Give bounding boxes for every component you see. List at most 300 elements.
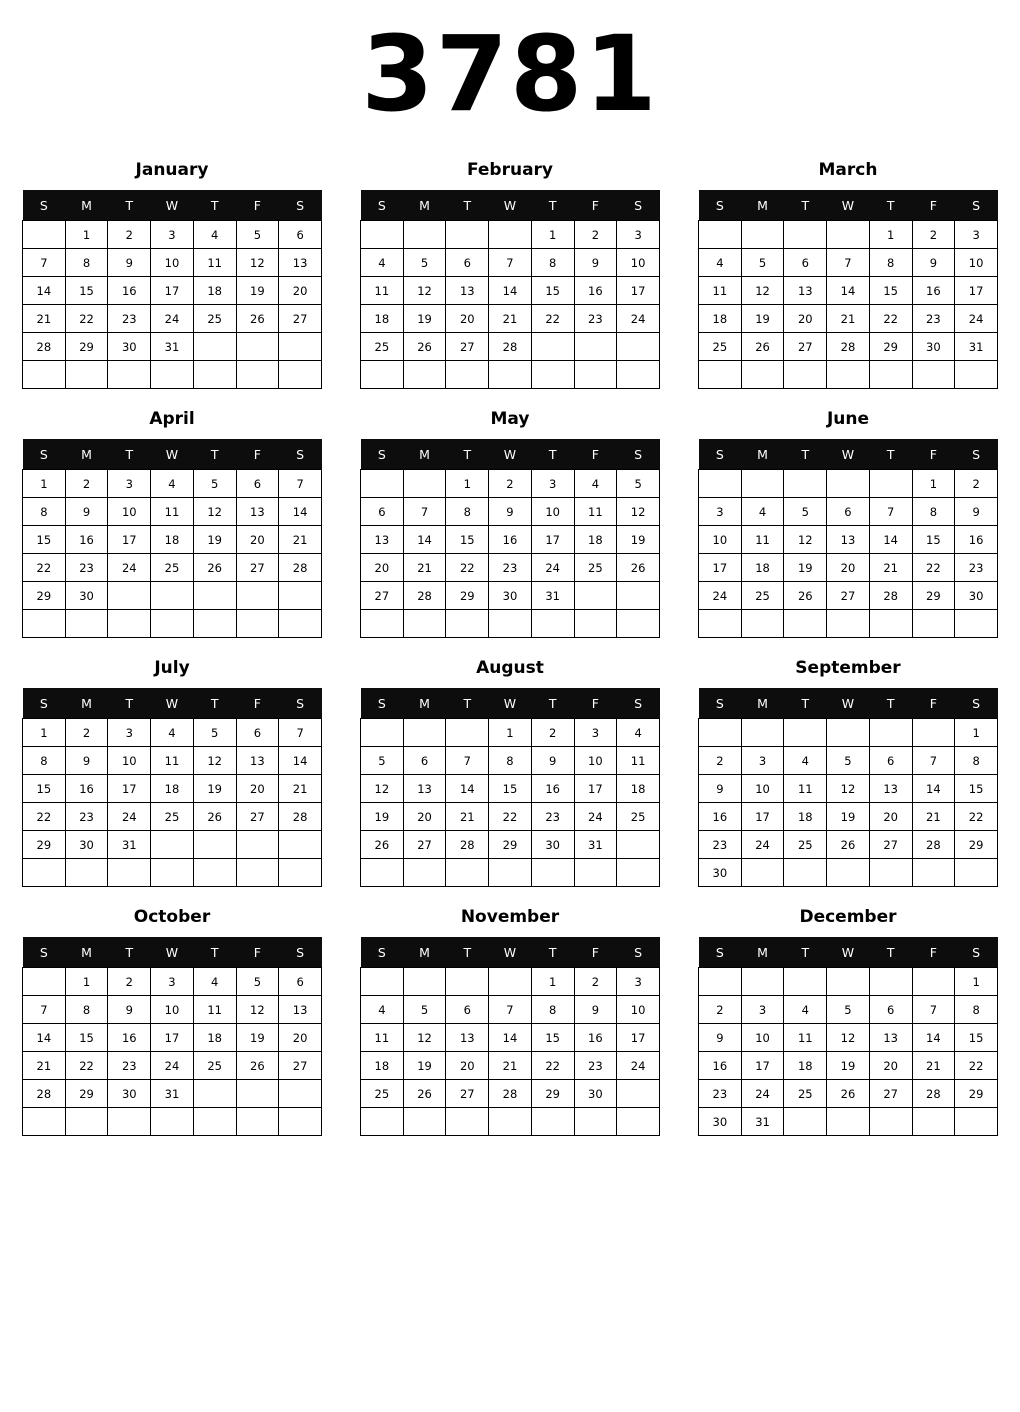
day-cell[interactable] bbox=[699, 610, 742, 638]
day-cell[interactable]: 21 bbox=[23, 305, 66, 333]
day-cell[interactable]: 10 bbox=[699, 526, 742, 554]
day-cell[interactable]: 13 bbox=[446, 1024, 489, 1052]
day-cell[interactable]: 5 bbox=[784, 498, 827, 526]
day-cell[interactable]: 5 bbox=[403, 996, 446, 1024]
day-cell[interactable] bbox=[361, 470, 404, 498]
day-cell[interactable]: 12 bbox=[827, 1024, 870, 1052]
day-cell[interactable]: 25 bbox=[699, 333, 742, 361]
day-cell[interactable]: 17 bbox=[699, 554, 742, 582]
day-cell[interactable]: 6 bbox=[827, 498, 870, 526]
day-cell[interactable] bbox=[193, 582, 236, 610]
day-cell[interactable]: 7 bbox=[403, 498, 446, 526]
day-cell[interactable] bbox=[151, 1108, 194, 1136]
day-cell[interactable]: 30 bbox=[574, 1080, 617, 1108]
day-cell[interactable]: 15 bbox=[869, 277, 912, 305]
day-cell[interactable]: 27 bbox=[279, 1052, 322, 1080]
day-cell[interactable] bbox=[489, 361, 532, 389]
day-cell[interactable] bbox=[531, 859, 574, 887]
day-cell[interactable]: 19 bbox=[193, 775, 236, 803]
day-cell[interactable] bbox=[236, 610, 279, 638]
day-cell[interactable] bbox=[741, 859, 784, 887]
day-cell[interactable]: 11 bbox=[617, 747, 660, 775]
day-cell[interactable]: 19 bbox=[617, 526, 660, 554]
day-cell[interactable]: 13 bbox=[279, 249, 322, 277]
day-cell[interactable] bbox=[65, 610, 108, 638]
day-cell[interactable]: 24 bbox=[617, 1052, 660, 1080]
day-cell[interactable]: 5 bbox=[827, 747, 870, 775]
day-cell[interactable] bbox=[699, 470, 742, 498]
day-cell[interactable] bbox=[279, 582, 322, 610]
day-cell[interactable]: 25 bbox=[617, 803, 660, 831]
day-cell[interactable]: 28 bbox=[489, 1080, 532, 1108]
day-cell[interactable] bbox=[403, 1108, 446, 1136]
day-cell[interactable]: 10 bbox=[955, 249, 998, 277]
day-cell[interactable]: 11 bbox=[193, 249, 236, 277]
day-cell[interactable] bbox=[279, 831, 322, 859]
day-cell[interactable]: 17 bbox=[108, 775, 151, 803]
day-cell[interactable]: 28 bbox=[912, 831, 955, 859]
day-cell[interactable]: 13 bbox=[403, 775, 446, 803]
day-cell[interactable]: 20 bbox=[279, 1024, 322, 1052]
day-cell[interactable]: 18 bbox=[361, 305, 404, 333]
day-cell[interactable] bbox=[65, 361, 108, 389]
day-cell[interactable] bbox=[446, 221, 489, 249]
day-cell[interactable]: 1 bbox=[869, 221, 912, 249]
day-cell[interactable]: 4 bbox=[784, 996, 827, 1024]
day-cell[interactable]: 8 bbox=[531, 249, 574, 277]
day-cell[interactable]: 13 bbox=[361, 526, 404, 554]
day-cell[interactable]: 14 bbox=[912, 1024, 955, 1052]
day-cell[interactable] bbox=[193, 1080, 236, 1108]
day-cell[interactable]: 28 bbox=[489, 333, 532, 361]
day-cell[interactable]: 8 bbox=[65, 996, 108, 1024]
day-cell[interactable] bbox=[108, 582, 151, 610]
day-cell[interactable]: 27 bbox=[869, 1080, 912, 1108]
day-cell[interactable] bbox=[869, 968, 912, 996]
day-cell[interactable] bbox=[912, 361, 955, 389]
day-cell[interactable]: 2 bbox=[955, 470, 998, 498]
day-cell[interactable] bbox=[23, 859, 66, 887]
day-cell[interactable] bbox=[912, 719, 955, 747]
day-cell[interactable]: 19 bbox=[403, 305, 446, 333]
day-cell[interactable]: 21 bbox=[912, 803, 955, 831]
day-cell[interactable] bbox=[912, 1108, 955, 1136]
day-cell[interactable] bbox=[489, 968, 532, 996]
day-cell[interactable]: 4 bbox=[361, 249, 404, 277]
day-cell[interactable]: 1 bbox=[23, 719, 66, 747]
day-cell[interactable]: 4 bbox=[574, 470, 617, 498]
day-cell[interactable]: 9 bbox=[108, 996, 151, 1024]
day-cell[interactable]: 6 bbox=[279, 968, 322, 996]
day-cell[interactable]: 9 bbox=[65, 747, 108, 775]
day-cell[interactable]: 11 bbox=[193, 996, 236, 1024]
day-cell[interactable]: 28 bbox=[912, 1080, 955, 1108]
day-cell[interactable] bbox=[574, 1108, 617, 1136]
day-cell[interactable]: 14 bbox=[912, 775, 955, 803]
day-cell[interactable]: 18 bbox=[361, 1052, 404, 1080]
day-cell[interactable]: 7 bbox=[279, 470, 322, 498]
day-cell[interactable]: 20 bbox=[361, 554, 404, 582]
day-cell[interactable]: 23 bbox=[574, 1052, 617, 1080]
day-cell[interactable] bbox=[236, 831, 279, 859]
day-cell[interactable]: 29 bbox=[912, 582, 955, 610]
day-cell[interactable]: 12 bbox=[361, 775, 404, 803]
day-cell[interactable]: 18 bbox=[574, 526, 617, 554]
day-cell[interactable]: 24 bbox=[617, 305, 660, 333]
day-cell[interactable] bbox=[23, 221, 66, 249]
day-cell[interactable]: 17 bbox=[741, 803, 784, 831]
day-cell[interactable]: 13 bbox=[446, 277, 489, 305]
day-cell[interactable] bbox=[741, 719, 784, 747]
day-cell[interactable] bbox=[955, 1108, 998, 1136]
day-cell[interactable] bbox=[617, 610, 660, 638]
day-cell[interactable] bbox=[869, 470, 912, 498]
day-cell[interactable] bbox=[151, 859, 194, 887]
day-cell[interactable] bbox=[446, 1108, 489, 1136]
day-cell[interactable]: 2 bbox=[108, 968, 151, 996]
day-cell[interactable]: 27 bbox=[446, 1080, 489, 1108]
day-cell[interactable]: 9 bbox=[108, 249, 151, 277]
day-cell[interactable] bbox=[23, 610, 66, 638]
day-cell[interactable]: 4 bbox=[193, 221, 236, 249]
day-cell[interactable]: 29 bbox=[955, 831, 998, 859]
day-cell[interactable]: 15 bbox=[531, 277, 574, 305]
day-cell[interactable]: 28 bbox=[23, 1080, 66, 1108]
day-cell[interactable]: 20 bbox=[784, 305, 827, 333]
day-cell[interactable]: 28 bbox=[23, 333, 66, 361]
day-cell[interactable]: 26 bbox=[741, 333, 784, 361]
day-cell[interactable]: 3 bbox=[699, 498, 742, 526]
day-cell[interactable]: 9 bbox=[574, 249, 617, 277]
day-cell[interactable] bbox=[279, 610, 322, 638]
day-cell[interactable]: 10 bbox=[108, 498, 151, 526]
day-cell[interactable]: 11 bbox=[151, 747, 194, 775]
day-cell[interactable]: 8 bbox=[531, 996, 574, 1024]
day-cell[interactable]: 24 bbox=[699, 582, 742, 610]
day-cell[interactable]: 27 bbox=[361, 582, 404, 610]
day-cell[interactable]: 8 bbox=[446, 498, 489, 526]
day-cell[interactable]: 30 bbox=[912, 333, 955, 361]
day-cell[interactable]: 28 bbox=[279, 803, 322, 831]
day-cell[interactable]: 22 bbox=[489, 803, 532, 831]
day-cell[interactable]: 22 bbox=[446, 554, 489, 582]
day-cell[interactable]: 29 bbox=[531, 1080, 574, 1108]
day-cell[interactable]: 14 bbox=[23, 277, 66, 305]
day-cell[interactable]: 6 bbox=[279, 221, 322, 249]
day-cell[interactable]: 12 bbox=[403, 277, 446, 305]
day-cell[interactable]: 24 bbox=[574, 803, 617, 831]
day-cell[interactable]: 11 bbox=[699, 277, 742, 305]
day-cell[interactable]: 11 bbox=[784, 1024, 827, 1052]
day-cell[interactable] bbox=[403, 470, 446, 498]
day-cell[interactable] bbox=[446, 361, 489, 389]
day-cell[interactable]: 30 bbox=[108, 1080, 151, 1108]
day-cell[interactable]: 21 bbox=[279, 775, 322, 803]
day-cell[interactable]: 8 bbox=[65, 249, 108, 277]
day-cell[interactable]: 1 bbox=[23, 470, 66, 498]
day-cell[interactable]: 28 bbox=[827, 333, 870, 361]
day-cell[interactable]: 19 bbox=[236, 1024, 279, 1052]
day-cell[interactable]: 15 bbox=[446, 526, 489, 554]
day-cell[interactable] bbox=[784, 968, 827, 996]
day-cell[interactable] bbox=[361, 361, 404, 389]
day-cell[interactable]: 5 bbox=[236, 968, 279, 996]
day-cell[interactable]: 1 bbox=[531, 968, 574, 996]
day-cell[interactable]: 29 bbox=[23, 582, 66, 610]
day-cell[interactable]: 5 bbox=[741, 249, 784, 277]
day-cell[interactable]: 12 bbox=[827, 775, 870, 803]
day-cell[interactable] bbox=[23, 968, 66, 996]
day-cell[interactable]: 3 bbox=[531, 470, 574, 498]
day-cell[interactable]: 18 bbox=[699, 305, 742, 333]
day-cell[interactable] bbox=[446, 859, 489, 887]
day-cell[interactable] bbox=[955, 610, 998, 638]
day-cell[interactable]: 27 bbox=[403, 831, 446, 859]
day-cell[interactable]: 26 bbox=[617, 554, 660, 582]
day-cell[interactable] bbox=[531, 333, 574, 361]
day-cell[interactable]: 25 bbox=[361, 333, 404, 361]
day-cell[interactable] bbox=[279, 1108, 322, 1136]
day-cell[interactable] bbox=[108, 361, 151, 389]
day-cell[interactable]: 15 bbox=[23, 526, 66, 554]
day-cell[interactable]: 31 bbox=[741, 1108, 784, 1136]
day-cell[interactable] bbox=[108, 1108, 151, 1136]
day-cell[interactable]: 31 bbox=[151, 333, 194, 361]
day-cell[interactable] bbox=[784, 859, 827, 887]
day-cell[interactable] bbox=[784, 361, 827, 389]
day-cell[interactable]: 20 bbox=[827, 554, 870, 582]
day-cell[interactable] bbox=[151, 361, 194, 389]
day-cell[interactable]: 31 bbox=[574, 831, 617, 859]
day-cell[interactable]: 23 bbox=[912, 305, 955, 333]
day-cell[interactable]: 15 bbox=[955, 775, 998, 803]
day-cell[interactable] bbox=[531, 610, 574, 638]
day-cell[interactable] bbox=[193, 610, 236, 638]
day-cell[interactable]: 16 bbox=[108, 1024, 151, 1052]
day-cell[interactable]: 10 bbox=[741, 775, 784, 803]
day-cell[interactable]: 13 bbox=[827, 526, 870, 554]
day-cell[interactable]: 23 bbox=[108, 1052, 151, 1080]
day-cell[interactable]: 15 bbox=[23, 775, 66, 803]
day-cell[interactable]: 29 bbox=[869, 333, 912, 361]
day-cell[interactable]: 24 bbox=[955, 305, 998, 333]
day-cell[interactable] bbox=[869, 719, 912, 747]
day-cell[interactable] bbox=[784, 1108, 827, 1136]
day-cell[interactable] bbox=[236, 859, 279, 887]
day-cell[interactable] bbox=[827, 361, 870, 389]
day-cell[interactable] bbox=[617, 361, 660, 389]
day-cell[interactable] bbox=[617, 582, 660, 610]
day-cell[interactable] bbox=[617, 831, 660, 859]
day-cell[interactable]: 6 bbox=[446, 249, 489, 277]
day-cell[interactable]: 5 bbox=[193, 470, 236, 498]
day-cell[interactable]: 1 bbox=[65, 221, 108, 249]
day-cell[interactable] bbox=[827, 719, 870, 747]
day-cell[interactable]: 1 bbox=[489, 719, 532, 747]
day-cell[interactable]: 21 bbox=[23, 1052, 66, 1080]
day-cell[interactable] bbox=[446, 719, 489, 747]
day-cell[interactable]: 16 bbox=[108, 277, 151, 305]
day-cell[interactable]: 8 bbox=[912, 498, 955, 526]
day-cell[interactable]: 30 bbox=[65, 582, 108, 610]
day-cell[interactable]: 27 bbox=[784, 333, 827, 361]
day-cell[interactable] bbox=[193, 333, 236, 361]
day-cell[interactable]: 16 bbox=[65, 775, 108, 803]
day-cell[interactable]: 18 bbox=[617, 775, 660, 803]
day-cell[interactable]: 12 bbox=[784, 526, 827, 554]
day-cell[interactable]: 26 bbox=[361, 831, 404, 859]
day-cell[interactable]: 5 bbox=[236, 221, 279, 249]
day-cell[interactable]: 22 bbox=[23, 803, 66, 831]
day-cell[interactable] bbox=[279, 1080, 322, 1108]
day-cell[interactable]: 22 bbox=[531, 1052, 574, 1080]
day-cell[interactable]: 23 bbox=[574, 305, 617, 333]
day-cell[interactable]: 13 bbox=[279, 996, 322, 1024]
day-cell[interactable]: 23 bbox=[65, 803, 108, 831]
day-cell[interactable] bbox=[827, 859, 870, 887]
day-cell[interactable] bbox=[869, 859, 912, 887]
day-cell[interactable]: 6 bbox=[784, 249, 827, 277]
day-cell[interactable]: 8 bbox=[23, 498, 66, 526]
day-cell[interactable]: 27 bbox=[236, 803, 279, 831]
day-cell[interactable]: 17 bbox=[151, 277, 194, 305]
day-cell[interactable]: 3 bbox=[617, 968, 660, 996]
day-cell[interactable]: 3 bbox=[617, 221, 660, 249]
day-cell[interactable]: 22 bbox=[65, 1052, 108, 1080]
day-cell[interactable]: 18 bbox=[193, 277, 236, 305]
day-cell[interactable]: 26 bbox=[403, 1080, 446, 1108]
day-cell[interactable] bbox=[617, 1080, 660, 1108]
day-cell[interactable]: 2 bbox=[489, 470, 532, 498]
day-cell[interactable]: 22 bbox=[912, 554, 955, 582]
day-cell[interactable]: 17 bbox=[741, 1052, 784, 1080]
day-cell[interactable]: 2 bbox=[65, 719, 108, 747]
day-cell[interactable]: 7 bbox=[912, 996, 955, 1024]
day-cell[interactable]: 14 bbox=[23, 1024, 66, 1052]
day-cell[interactable] bbox=[741, 361, 784, 389]
day-cell[interactable]: 16 bbox=[912, 277, 955, 305]
day-cell[interactable] bbox=[955, 361, 998, 389]
day-cell[interactable]: 7 bbox=[489, 249, 532, 277]
day-cell[interactable]: 20 bbox=[446, 1052, 489, 1080]
day-cell[interactable]: 25 bbox=[193, 1052, 236, 1080]
day-cell[interactable]: 27 bbox=[869, 831, 912, 859]
day-cell[interactable]: 14 bbox=[489, 277, 532, 305]
day-cell[interactable]: 7 bbox=[489, 996, 532, 1024]
day-cell[interactable]: 9 bbox=[699, 775, 742, 803]
day-cell[interactable]: 4 bbox=[699, 249, 742, 277]
day-cell[interactable]: 1 bbox=[912, 470, 955, 498]
day-cell[interactable]: 23 bbox=[699, 1080, 742, 1108]
day-cell[interactable]: 29 bbox=[23, 831, 66, 859]
day-cell[interactable]: 2 bbox=[912, 221, 955, 249]
day-cell[interactable]: 3 bbox=[741, 996, 784, 1024]
day-cell[interactable] bbox=[827, 470, 870, 498]
day-cell[interactable] bbox=[912, 610, 955, 638]
day-cell[interactable]: 28 bbox=[869, 582, 912, 610]
day-cell[interactable]: 7 bbox=[446, 747, 489, 775]
day-cell[interactable]: 17 bbox=[531, 526, 574, 554]
day-cell[interactable]: 7 bbox=[869, 498, 912, 526]
day-cell[interactable] bbox=[236, 1080, 279, 1108]
day-cell[interactable]: 16 bbox=[531, 775, 574, 803]
day-cell[interactable] bbox=[279, 859, 322, 887]
day-cell[interactable]: 23 bbox=[531, 803, 574, 831]
day-cell[interactable]: 2 bbox=[699, 747, 742, 775]
day-cell[interactable] bbox=[361, 221, 404, 249]
day-cell[interactable]: 15 bbox=[531, 1024, 574, 1052]
day-cell[interactable] bbox=[193, 859, 236, 887]
day-cell[interactable] bbox=[361, 719, 404, 747]
day-cell[interactable] bbox=[193, 361, 236, 389]
day-cell[interactable] bbox=[23, 1108, 66, 1136]
day-cell[interactable] bbox=[403, 859, 446, 887]
day-cell[interactable]: 30 bbox=[65, 831, 108, 859]
day-cell[interactable]: 2 bbox=[574, 968, 617, 996]
day-cell[interactable] bbox=[574, 582, 617, 610]
day-cell[interactable]: 3 bbox=[955, 221, 998, 249]
day-cell[interactable]: 19 bbox=[827, 803, 870, 831]
day-cell[interactable]: 28 bbox=[446, 831, 489, 859]
day-cell[interactable]: 26 bbox=[784, 582, 827, 610]
day-cell[interactable] bbox=[741, 968, 784, 996]
day-cell[interactable] bbox=[446, 968, 489, 996]
day-cell[interactable] bbox=[574, 333, 617, 361]
day-cell[interactable]: 3 bbox=[741, 747, 784, 775]
day-cell[interactable]: 17 bbox=[574, 775, 617, 803]
day-cell[interactable]: 25 bbox=[193, 305, 236, 333]
day-cell[interactable]: 16 bbox=[65, 526, 108, 554]
day-cell[interactable]: 4 bbox=[617, 719, 660, 747]
day-cell[interactable]: 15 bbox=[912, 526, 955, 554]
day-cell[interactable]: 26 bbox=[403, 333, 446, 361]
day-cell[interactable]: 21 bbox=[869, 554, 912, 582]
day-cell[interactable]: 13 bbox=[784, 277, 827, 305]
day-cell[interactable]: 12 bbox=[403, 1024, 446, 1052]
day-cell[interactable]: 18 bbox=[741, 554, 784, 582]
day-cell[interactable]: 10 bbox=[617, 249, 660, 277]
day-cell[interactable]: 29 bbox=[489, 831, 532, 859]
day-cell[interactable]: 9 bbox=[531, 747, 574, 775]
day-cell[interactable]: 29 bbox=[955, 1080, 998, 1108]
day-cell[interactable]: 9 bbox=[912, 249, 955, 277]
day-cell[interactable]: 2 bbox=[65, 470, 108, 498]
day-cell[interactable]: 30 bbox=[108, 333, 151, 361]
day-cell[interactable]: 29 bbox=[65, 333, 108, 361]
day-cell[interactable]: 20 bbox=[446, 305, 489, 333]
day-cell[interactable] bbox=[827, 968, 870, 996]
day-cell[interactable] bbox=[574, 610, 617, 638]
day-cell[interactable] bbox=[193, 1108, 236, 1136]
day-cell[interactable]: 3 bbox=[151, 968, 194, 996]
day-cell[interactable] bbox=[784, 221, 827, 249]
day-cell[interactable]: 19 bbox=[361, 803, 404, 831]
day-cell[interactable]: 9 bbox=[699, 1024, 742, 1052]
day-cell[interactable]: 6 bbox=[236, 719, 279, 747]
day-cell[interactable]: 2 bbox=[108, 221, 151, 249]
day-cell[interactable]: 25 bbox=[361, 1080, 404, 1108]
day-cell[interactable] bbox=[193, 831, 236, 859]
day-cell[interactable]: 10 bbox=[617, 996, 660, 1024]
day-cell[interactable] bbox=[236, 582, 279, 610]
day-cell[interactable]: 8 bbox=[955, 996, 998, 1024]
day-cell[interactable]: 20 bbox=[869, 1052, 912, 1080]
day-cell[interactable]: 15 bbox=[65, 277, 108, 305]
day-cell[interactable] bbox=[279, 361, 322, 389]
day-cell[interactable] bbox=[574, 361, 617, 389]
day-cell[interactable]: 9 bbox=[955, 498, 998, 526]
day-cell[interactable] bbox=[236, 333, 279, 361]
